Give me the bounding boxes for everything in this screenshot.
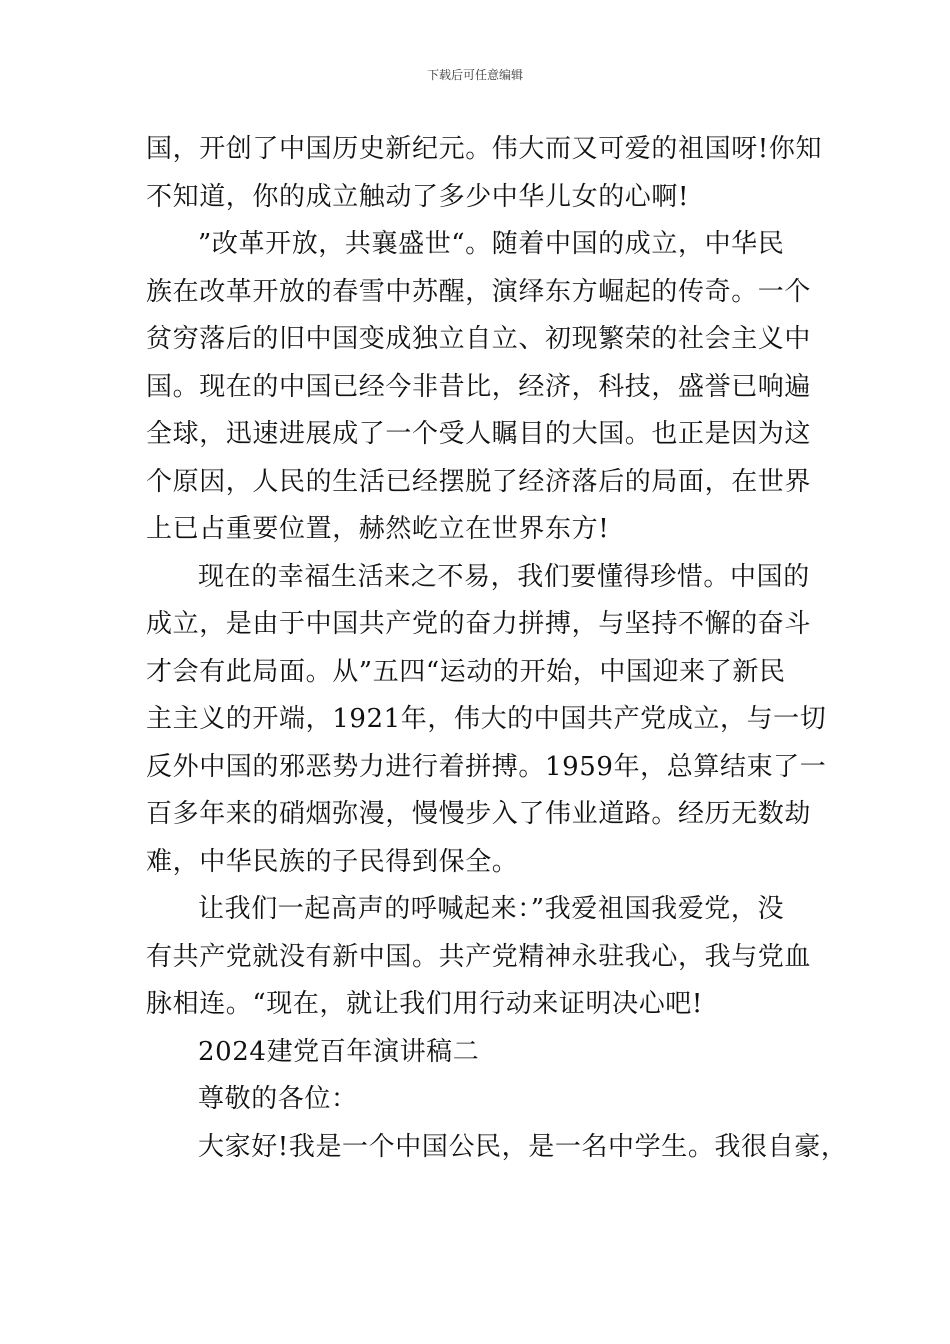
text-line: 有共产党就没有新中国。共产党精神永驻我心，我与党血 (146, 941, 812, 972)
text-line: 脉相连。“现在，就让我们用行动来证明决心吧! (146, 989, 703, 1019)
text-line: 让我们一起高声的呼喊起来：”我爱祖国我爱党，没 (198, 894, 785, 924)
text-line: 贫穷落后的旧中国变成独立自立、初现繁荣的社会主义中 (146, 324, 812, 354)
page-header: 下载后可任意编辑 (426, 68, 523, 82)
text-line: 现在的幸福生活来之不易，我们要懂得珍惜。中国的 (198, 561, 810, 592)
text-line: 国，开创了中国历史新纪元。伟大而又可爱的祖国呀!你知 (146, 134, 823, 164)
text-line: 个原因，人民的生活已经摆脱了经济落后的局面，在世界 (146, 466, 812, 497)
text-line: 大家好!我是一个中国公民，是一名中学生。我很自豪， (198, 1131, 848, 1162)
text-line: 上已占重要位置，赫然屹立在世界东方! (146, 514, 610, 544)
text-line: ”改革开放，共襄盛世“。随着中国的成立，中华民 (198, 229, 785, 259)
text-line: 百多年来的硝烟弥漫，慢慢步入了伟业道路。经历无数劫 (146, 799, 812, 829)
text-line: 反外中国的邪恶势力进行着拼搏。1959年，总算结束了一 (146, 751, 827, 782)
text-line: 成立，是由于中国共产党的奋力拼搏，与坚持不懈的奋斗 (146, 609, 812, 639)
text-line: 2024建党百年演讲稿二 (198, 1036, 480, 1067)
text-line: 难，中华民族的子民得到保全。 (146, 846, 519, 877)
text-line: 尊敬的各位： (198, 1084, 358, 1114)
document-body (146, 126, 848, 1171)
text-line: 主主义的开端，1921年，伟大的中国共产党成立，与一切 (146, 704, 827, 734)
text-line: 族在改革开放的春雪中苏醒，演绎东方崛起的传奇。一个 (146, 276, 812, 307)
text-line: 全球，迅速进展成了一个受人瞩目的大国。也正是因为这 (146, 419, 812, 449)
text-line: 才会有此局面。从”五四“运动的开始，中国迎来了新民 (146, 656, 786, 687)
text-line: 国。现在的中国已经今非昔比，经济，科技，盛誉已响遍 (146, 371, 812, 402)
text-line: 不知道，你的成立触动了多少中华儿女的心啊! (146, 181, 690, 212)
